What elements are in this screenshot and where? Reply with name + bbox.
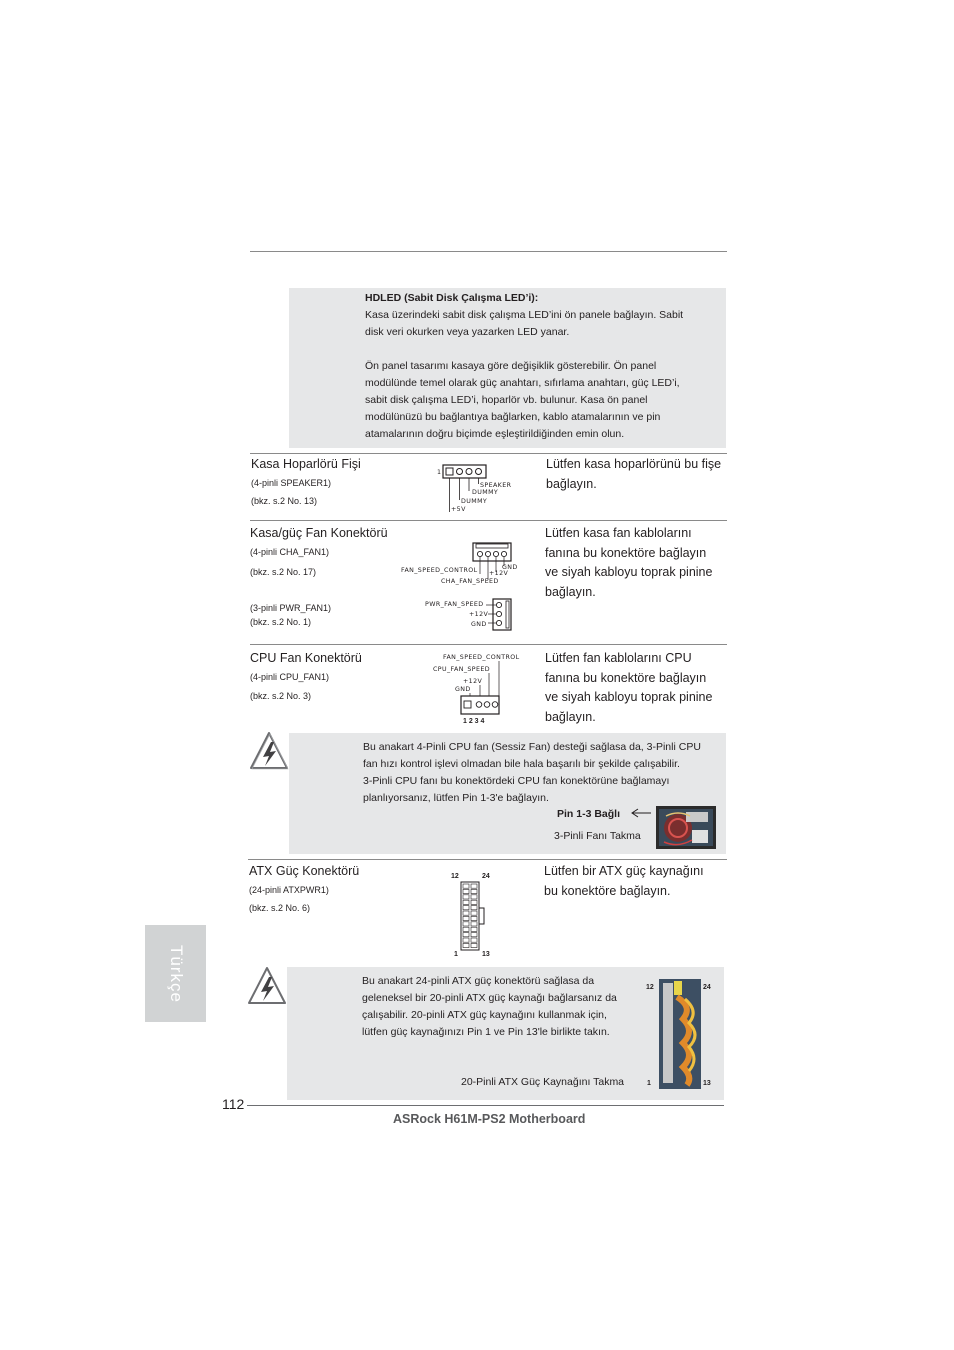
warning-icon [248, 730, 290, 772]
section-rule [250, 520, 727, 521]
cpu-fan-desc-line: fanına bu konektöre bağlayın [545, 670, 707, 685]
atx-num: 12 [451, 873, 459, 880]
speaker-pin-label: DUMMY [461, 498, 488, 505]
speaker-desc-line: Lütfen kasa hoparlörünü bu fişe [546, 457, 722, 471]
cpu-fan-desc-line: ve siyah kabloyu toprak pinine [545, 690, 713, 704]
cpu-note-line: 3-Pinli CPU fanı bu konektördeki CPU fan konektörüne bağlamayı [363, 775, 670, 787]
atx-install-photo [643, 977, 715, 1092]
cpu-fan-desc-line: Lütfen fan kablolarını CPU [545, 651, 692, 665]
cpu-note-line: Bu anakart 4-Pinli CPU fan (Sessiz Fan) desteği sağlasa da, 3-Pinli CPU [363, 741, 701, 753]
speaker-ref: (bkz. s.2 No. 13) [251, 496, 318, 506]
speaker-sub: (4-pinli SPEAKER1) [251, 478, 332, 488]
atx-num: 24 [482, 873, 490, 880]
pwr-fan-pin-label: PWR_FAN_SPEED [425, 601, 484, 608]
atx-title: ATX Güç Konektörü [249, 864, 360, 878]
atx-note-line: geleneksel bir 20-pinli ATX güç kaynağı bağlarsanız da [362, 992, 617, 1004]
cpu-fan-pin-numbers: 1 2 3 4 [463, 718, 485, 725]
cpu-fan-pin-label: FAN_SPEED_CONTROL [443, 654, 520, 661]
speaker-connector-diagram [436, 462, 526, 514]
atx-desc-line: Lütfen bir ATX güç kaynağını [544, 864, 704, 878]
cha-fan-pin-label: FAN_SPEED_CONTROL [401, 567, 478, 574]
cpu-note-caption: 3-Pinli Fanı Takma [554, 830, 641, 842]
cpu-fan-desc-line: bağlayın. [545, 709, 596, 724]
cha-fan-pin-label: +12V [489, 570, 509, 577]
cpu-fan-ref: (bkz. s.2 No. 3) [250, 691, 312, 701]
cpu-fan-title: CPU Fan Konektörü [250, 651, 362, 665]
cha-fan-pin-label: CHA_FAN_SPEED [441, 578, 499, 585]
footer-product: ASRock H61M-PS2 Motherboard [393, 1112, 586, 1126]
cpu-fan-pin-label: CPU_FAN_SPEED [433, 666, 490, 673]
hdled-title: HDLED (Sabit Disk Çalışma LED’i): [365, 292, 539, 304]
pwr-fan-ref: (bkz. s.2 No. 1) [250, 617, 312, 627]
hdled-note-line: atamalarının doğru biçimde eşleştirildiğinden emin olun. [365, 428, 625, 440]
section-rule [250, 453, 727, 454]
cpu-fan-pin-label: GND [455, 686, 471, 693]
hdled-line: Kasa üzerindeki sabit disk çalışma LED’ini ön panele bağlayın. Sabit [365, 309, 684, 321]
atx-sub: (24-pinli ATXPWR1) [249, 885, 329, 895]
section-rule [250, 644, 727, 645]
atx-note-line: çalışabilir. 20-pinli ATX güç kaynağını kullanmak için, [362, 1009, 607, 1021]
footer-rule [247, 1105, 724, 1106]
cha-fan-pin-label: GND [502, 564, 518, 571]
chassis-fan-title: Kasa/güç Fan Konektörü [250, 526, 388, 540]
fan-install-photo [656, 806, 716, 849]
warning-icon [246, 965, 288, 1007]
speaker-desc-line: bağlayın. [546, 476, 597, 491]
atx-num: 1 [454, 951, 458, 958]
page-number: 112 [222, 1096, 245, 1112]
language-tab-label: Türkçe [166, 944, 186, 1003]
hdled-note-line: Ön panel tasarımı kasaya göre değişiklik gösterebilir. Ön panel [365, 360, 657, 372]
chassis-fan-ref: (bkz. s.2 No. 17) [250, 567, 317, 577]
arrow-left-icon [630, 808, 652, 818]
speaker-pin1-label: 1 [437, 469, 442, 476]
chassis-fan-desc-line: bağlayın. [545, 584, 596, 599]
atx-photo-num: 24 [703, 984, 711, 991]
hdled-note-line: sabit disk çalışma LED’i, hoparlör vb. bulunur. Kasa ön panel [365, 394, 648, 406]
chassis-fan-desc [545, 524, 712, 602]
cpu-note-line: planlıyorsanız, lütfen Pin 1-3'e bağlayın. [363, 792, 549, 804]
cha-fan-diagram [398, 540, 524, 588]
atx-note-line: Bu anakart 24-pinli ATX güç konektörü sağlasa da [362, 975, 595, 987]
chassis-fan-desc-line: Lütfen kasa fan kablolarını [545, 526, 692, 540]
speaker-desc [546, 455, 721, 494]
atx-desc [544, 862, 704, 901]
atx-desc-line: bu konektöre bağlayın. [544, 883, 671, 898]
atx-note-text [362, 973, 662, 1041]
atx-ref: (bkz. s.2 No. 6) [249, 903, 311, 913]
chassis-fan-desc-line: ve siyah kabloyu toprak pinine [545, 565, 713, 579]
atx-photo-num: 12 [646, 984, 654, 991]
speaker-pin-label: +5V [451, 506, 466, 513]
atx-connector-diagram [448, 868, 498, 960]
pwr-fan-pin-label: +12V [469, 611, 489, 618]
pwr-fan-diagram [424, 596, 516, 632]
speaker-pin-label: SPEAKER [480, 482, 512, 489]
cpu-fan-pin-label: +12V [463, 678, 483, 685]
atx-photo-num: 1 [647, 1080, 651, 1087]
speaker-pin-label: DUMMY [472, 489, 499, 496]
cpu-fan-diagram [425, 650, 525, 726]
pin13-label: Pin 1-3 Bağlı [557, 808, 621, 820]
hdled-note-line: modülünde temel olarak güç anahtarı, sıfırlama anahtarı, güç LED’i, [365, 377, 680, 389]
hdled-note-line: modülünüzü bu bağlantıya bağlarken, kablo atamalarının ve pin [365, 411, 661, 423]
cpu-fan-desc [545, 649, 712, 727]
atx-note-line: lütfen güç kaynağınızı Pin 1 ve Pin 13'le birlikte takın. [362, 1026, 610, 1038]
chassis-fan-sub: (4-pinli CHA_FAN1) [250, 547, 330, 557]
atx-num: 13 [482, 951, 490, 958]
pwr-fan-pin-label: GND [471, 621, 487, 628]
top-rule [250, 251, 727, 252]
hdled-text [365, 290, 725, 443]
section-rule [248, 859, 727, 860]
pwr-fan-sub: (3-pinli PWR_FAN1) [250, 603, 332, 613]
chassis-fan-desc-line: fanına bu konektöre bağlayın [545, 545, 707, 560]
cpu-note-text [363, 739, 725, 807]
language-tab [145, 925, 206, 1022]
hdled-line: disk veri okurken veya yazarken LED yanar. [365, 326, 570, 338]
speaker-title: Kasa Hoparlörü Fişi [251, 457, 361, 471]
cpu-note-line: fan hızı kontrol işlevi olmadan bile hala başarılı bir şekilde çalışabilir. [363, 758, 680, 770]
atx-note-caption: 20-Pinli ATX Güç Kaynağını Takma [461, 1076, 625, 1088]
cpu-fan-sub: (4-pinli CPU_FAN1) [250, 672, 330, 682]
atx-photo-num: 13 [703, 1080, 711, 1087]
